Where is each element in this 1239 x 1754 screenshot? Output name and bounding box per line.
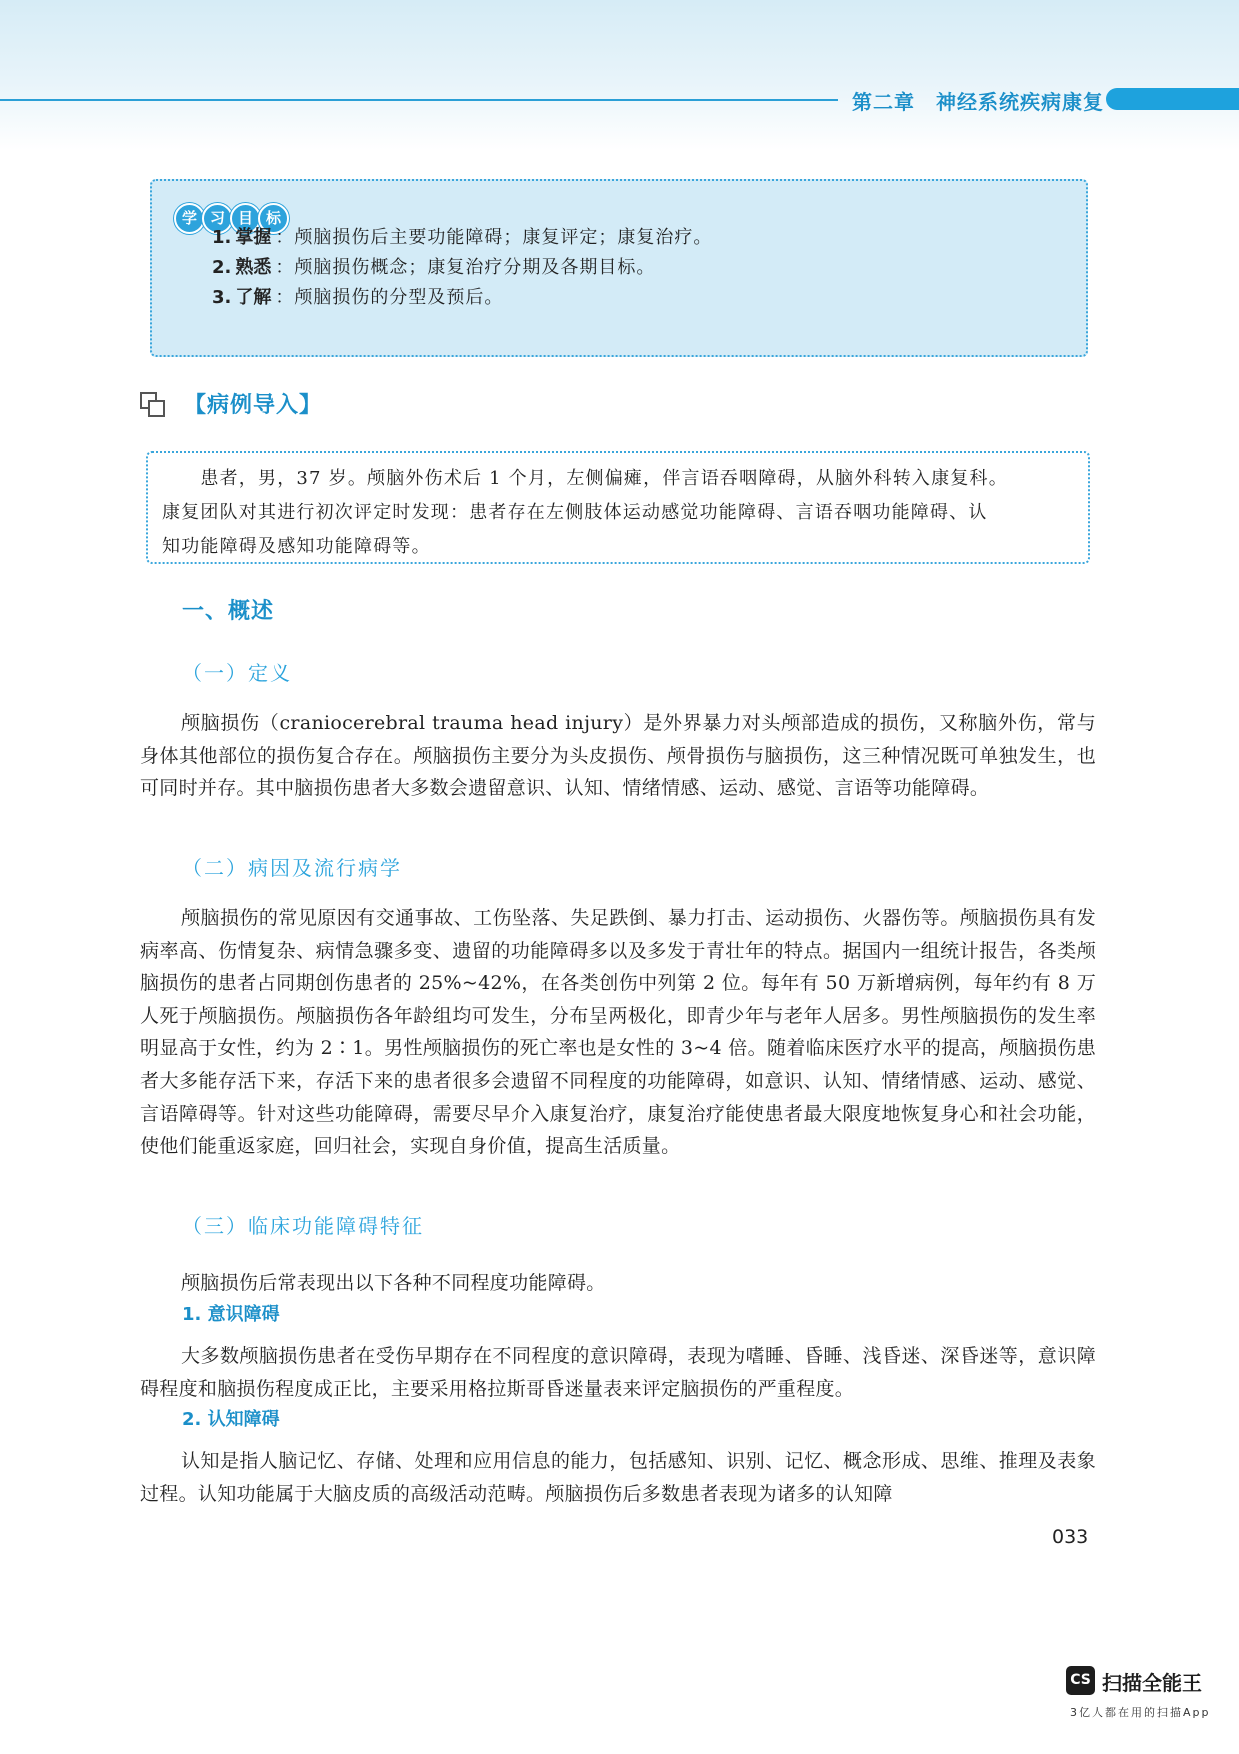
badge-char: 学 (174, 203, 205, 234)
goal-colon: ： (275, 287, 295, 308)
watermark-tagline: 3亿人都在用的扫描App (1070, 1706, 1211, 1719)
goal-item (212, 253, 655, 279)
watermark-name: 扫描全能王 (1102, 1671, 1202, 1695)
etiology-paragraph: 颅脑损伤的常见原因有交通事故、工伤坠落、失足跌倒、暴力打击、运动损伤、火器伤等。颅脑损伤具有发病率高、伤情复杂、病情急骤多变、遗留的功能障碍多以及多发于青壮年的特点。据国内一组统计报告，各类颅脑损伤的患者占同期创伤患者的 25%~42%，在各类创伤中列第 2 位。每年有 50 万新增病例，每年约有 8 万人死于颅脑损伤。颅脑损伤各年龄组均可发生，分布呈两极化，即青少年与老年人居多。男性颅脑损伤的发生率明显高于女性，约为 2∶1。男性颅脑损伤的死亡率也是女性的 3~4 倍。随着临床医疗水平的提高，颅脑损伤患者大多能存活下来，存活下来的患者很多会遗留不同程度的功能障碍，如意识、认知、情绪情感、运动、感觉、言语障碍等。针对这些功能障碍，需要尽早介入康复治疗，康复治疗能使患者最大限度地恢复身心和社会功能，使他们能重返家庭，回归社会，实现自身价值，提高生活质量。 (140, 907, 1096, 1158)
subsection-title-definition: （一）定义 (182, 661, 292, 685)
badge-char: 标 (258, 203, 289, 234)
scanner-watermark (1066, 1666, 1226, 1736)
chapter-tab (1106, 88, 1239, 110)
goal-label: 了解 (235, 287, 272, 308)
page-header-band (0, 0, 1239, 150)
goal-label: 掌握 (235, 227, 272, 248)
case-intro-header (140, 388, 322, 419)
goal-number: 2. (212, 257, 232, 278)
goal-text: 颅脑损伤后主要功能障碍；康复评定；康复治疗。 (294, 227, 713, 248)
goal-colon: ： (275, 257, 295, 278)
cognition-paragraph: 认知是指人脑记忆、存储、处理和应用信息的能力，包括感知、识别、记忆、概念形成、思维、推理及表象过程。认知功能属于大脑皮质的高级活动范畴。颅脑损伤后多数患者表现为诸多的认知障 (140, 1450, 1096, 1505)
header-rule (0, 99, 838, 101)
page-number: 033 (1052, 1526, 1089, 1548)
goal-item (212, 223, 712, 249)
clinical-features-intro: 颅脑损伤后常表现出以下各种不同程度功能障碍。 (181, 1272, 606, 1294)
consciousness-paragraph: 大多数颅脑损伤患者在受伤早期存在不同程度的意识障碍，表现为嗜睡、昏睡、浅昏迷、深昏迷等，意识障碍程度和脑损伤程度成正比，主要采用格拉斯哥昏迷量表来评定脑损伤的严重程度。 (140, 1345, 1096, 1400)
chapter-title: 第二章 神经系统疾病康复 (852, 90, 1104, 114)
item-title-consciousness: 1. 意识障碍 (182, 1304, 280, 1325)
subsection-title-etiology: （二）病因及流行病学 (182, 856, 402, 880)
case-line: 康复团队对其进行初次评定时发现：患者存在左侧肢体运动感觉功能障碍、言语吞咽功能障碍、认 (162, 502, 988, 523)
camscanner-logo-icon: CS (1066, 1666, 1095, 1695)
goal-number: 1. (212, 227, 232, 248)
copy-icon (140, 392, 166, 416)
definition-paragraph: 颅脑损伤（craniocerebral trauma head injury）是外界暴力对头颅部造成的损伤，又称脑外伤，常与身体其他部位的损伤复合存在。颅脑损伤主要分为头皮损伤、颅骨损伤与脑损伤，这三种情况既可单独发生，也可同时并存。其中脑损伤患者大多数会遗留意识、认知、情绪情感、运动、感觉、言语等功能障碍。 (140, 712, 1096, 800)
case-line: 知功能障碍及感知功能障碍等。 (162, 536, 431, 557)
case-line: 患者，男，37 岁。颅脑外伤术后 1 个月，左侧偏瘫，伴言语吞咽障碍，从脑外科转入康复科。 (162, 468, 1008, 489)
goal-text: 颅脑损伤概念；康复治疗分期及各期目标。 (294, 257, 656, 278)
goal-label: 熟悉 (235, 257, 272, 278)
learning-goals-box (150, 179, 1088, 357)
goal-colon: ： (275, 227, 295, 248)
goal-number: 3. (212, 287, 232, 308)
badge-char: 习 (202, 203, 233, 234)
item-title-cognition: 2. 认知障碍 (182, 1409, 280, 1430)
goal-text: 颅脑损伤的分型及预后。 (294, 287, 504, 308)
goal-item (212, 283, 503, 309)
section-title: 一、概述 (182, 599, 275, 624)
case-intro-box (146, 451, 1090, 564)
case-intro-title: 【病例导入】 (184, 393, 323, 418)
badge-char: 目 (230, 203, 261, 234)
subsection-title-clinical-features: （三）临床功能障碍特征 (182, 1214, 424, 1238)
